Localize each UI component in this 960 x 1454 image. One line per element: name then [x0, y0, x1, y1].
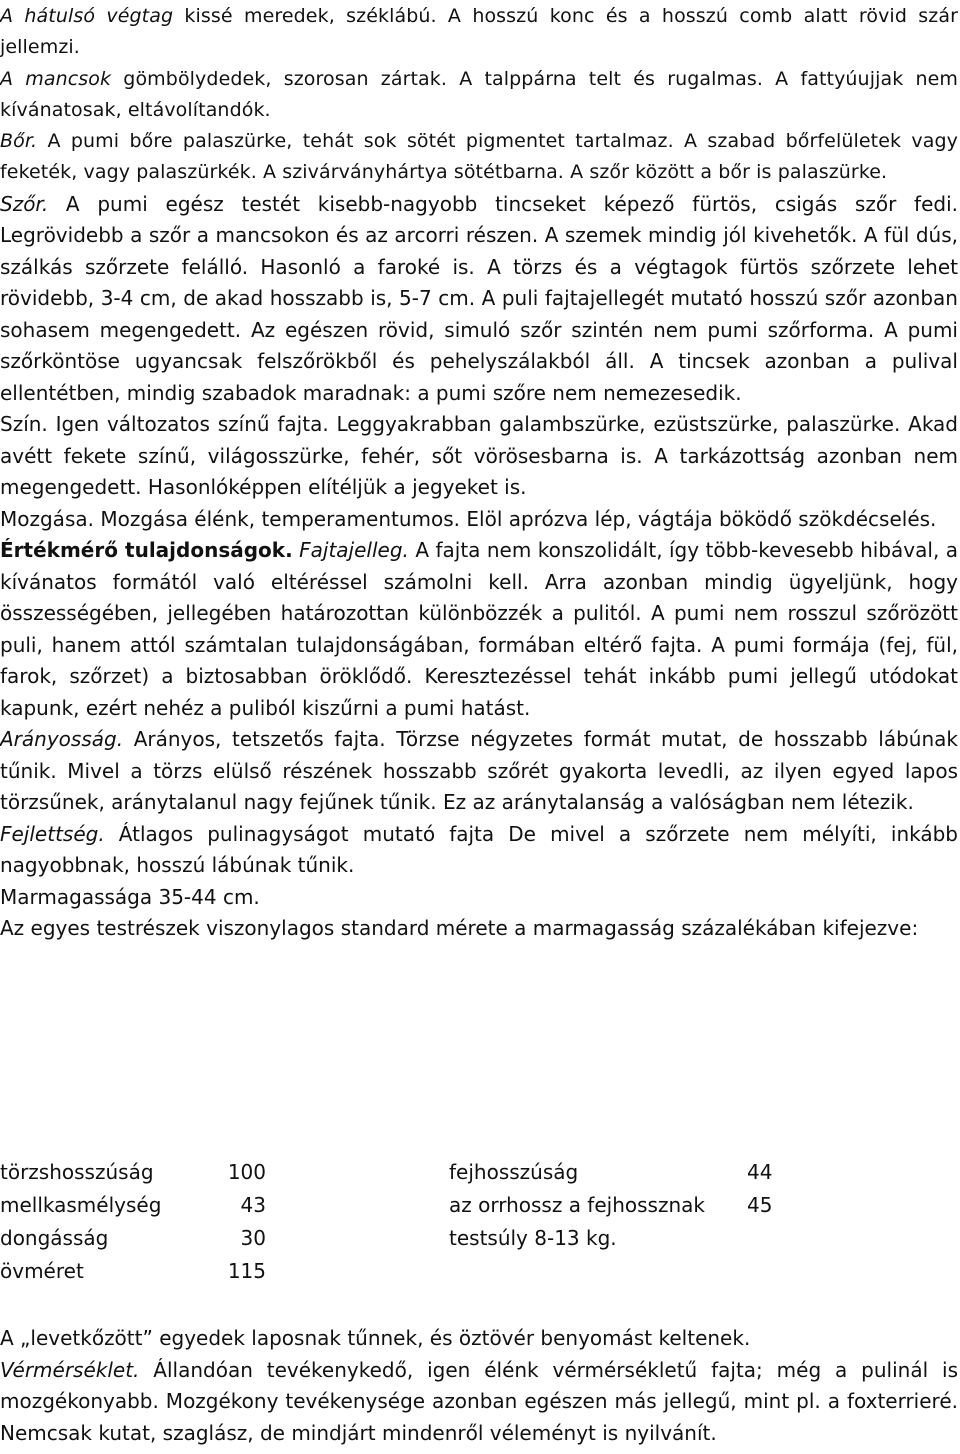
table-cell-label: mellkasmélység [0, 1193, 162, 1217]
term-bor: Bőr. [0, 130, 38, 153]
text-fajtajelleg: A fajta nem konszolidált, így több-kevesebb hibával, a kívánatos formától való eltéréssel számolni kell. Arra azonban mindig ügyeljünk, hogy összességében, jellegében határozottan különbözzék a pulitól. A pumi nem rosszul szőrözött puli, hanem attól számtalan tulajdonságában, formában eltérő fajta. A pumi formája (fej, fül, farok, szőrzet) a biztosabban öröklődő. Keresztezéssel tehát inkább pumi jellegű utódokat kapunk, ezért nehéz a puliból kiszűrni a pumi hatást. [0, 538, 959, 720]
table-row [0, 1226, 960, 1256]
document-top-section [0, 1, 958, 189]
table-cell-value: 43 [240, 1193, 266, 1217]
paragraph-szor [0, 189, 958, 410]
table-cell-label: fejhosszúság [449, 1160, 579, 1184]
term-aranyossag: Arányosság. [0, 727, 124, 752]
table-cell-value: 44 [747, 1160, 773, 1184]
paragraph-fajtajelleg [0, 535, 958, 724]
paragraph-bor [0, 126, 958, 189]
table-cell-value: 45 [747, 1193, 773, 1217]
text-hatulso-vegtag: kissé meredek, széklábú. A hosszú konc és a hosszú comb alatt rövid szár jellemzi. [0, 5, 958, 59]
term-fejlettseg: Fejlettség. [0, 821, 105, 846]
table-cell-label: testsúly 8-13 kg. [449, 1226, 617, 1250]
table-row [0, 1259, 960, 1289]
table-row [0, 1160, 960, 1190]
paragraph-mozgas: Mozgása. Mozgása élénk, temperamentumos. Elöl aprózva lép, vágtája böködő szökdécselés. [0, 506, 937, 531]
term-fajtajelleg: Fajtajelleg. [299, 538, 409, 563]
text-bor: A pumi bőre palaszürke, tehát sok sötét pigmentet tartalmaz. A szabad bőrfelületek vagy feketék, vagy palaszürkék. A szivárványhártya sötétbarna. A szőr között a bőr is palaszürke. [0, 130, 958, 184]
table-cell-value: 30 [240, 1226, 266, 1250]
text-vermerseklet: Állandóan tevékenykedő, igen élénk vérmérsékletű fajta; még a pulinál is mozgékonyabb. Mozgékony tevékenysége azonban egészen más jellegű, mint pl. a foxterrieré. Nemcsak kutat, szaglász, de mindjárt mindenről véleményt is nyilvánít. [0, 1357, 958, 1445]
text-szor: A pumi egész testét kisebb-nagyobb tincseket képező fürtös, csigás szőr fedi. Legrövidebb a szőr a mancsokon és az arcorri részen. A szemek mindig jól kivehetők. A fül dús, szálkás szőrzete felálló. Hasonló a faroké is. A törzs és a végtagok fürtös szőrzete lehet rövidebb, 3-4 cm, de akad hosszabb is, 5-7 cm. A puli fajtajellegét mutató hosszú szőr azonban sohasem megengedett. Az egészen rövid, simuló szőr szintén nem pumi szőrforma. A pumi szőrköntöse ugyancsak felszőrökből és pehelyszálakból áll. A tincsek azonban a pulival ellentétben, mindig szabadok maradnak: a pumi szőre nem nemezesedik. [0, 191, 958, 405]
table-cell-label: dongásság [0, 1226, 109, 1250]
paragraph-levetkozott: A „levetkőzött” egyedek laposnak tűnnek, és öztövér benyomást keltenek. [0, 1326, 751, 1350]
text-fejlettseg: Átlagos pulinagyságot mutató fajta De mivel a szőrzete nem mélyíti, inkább nagyobbnak, hosszú lábúnak tűnik. [0, 821, 958, 878]
paragraph-marmagassag: Marmagassága 35-44 cm. [0, 884, 260, 909]
heading-ertekmero: Értékmérő tulajdonságok. [0, 538, 293, 563]
table-cell-value: 115 [227, 1259, 266, 1283]
term-hatulso-vegtag: A hátulsó végtag [0, 5, 174, 27]
document-bottom-section [0, 1323, 958, 1449]
paragraph-vermerseklet [0, 1355, 958, 1450]
table-cell-label: törzshosszúság [0, 1160, 154, 1184]
term-mancsok: A mancsok [0, 67, 112, 90]
term-szor: Szőr. [0, 191, 49, 216]
term-vermerseklet: Vérmérséklet. [0, 1357, 140, 1382]
paragraph-aranyossag [0, 724, 958, 819]
table-cell-value: 100 [227, 1160, 266, 1184]
table-cell-label: övméret [0, 1259, 84, 1283]
paragraph-hatulso-vegtag [0, 1, 958, 64]
paragraph-fejlettseg [0, 819, 958, 882]
table-cell-label: az orrhossz a fejhossznak [449, 1193, 705, 1217]
text-mancsok: gömbölydedek, szorosan zártak. A talppárna telt és rugalmas. A fattyúujjak nem kívánatosak, eltávolítandók. [0, 67, 959, 121]
paragraph-szin: Szín. Igen változatos színű fajta. Leggyakrabban galambszürke, ezüstszürke, palaszürke. Akad avétt fekete színű, világosszürke, fehér, sőt vörösesbarna is. A tarkázottság azonban nem megengedett. Hasonlóképpen elítéljük a jegyeket is. [0, 412, 958, 500]
table-row [0, 1193, 960, 1223]
paragraph-mancsok [0, 64, 958, 127]
paragraph-testreszek: Az egyes testrészek viszonylagos standard mérete a marmagasság százalékában kifejezve: [0, 916, 919, 941]
text-aranyossag: Arányos, tetszetős fajta. Törzse négyzetes formát mutat, de hosszabb lábúnak tűnik. Mivel a törzs elülső részének hosszabb szőrét gyakorta levedli, az ilyen egyed lapos törzsűnek, aránytalanul nagy fejűnek tűnik. Ez az aránytalanság a valóságban nem létezik. [0, 727, 958, 815]
